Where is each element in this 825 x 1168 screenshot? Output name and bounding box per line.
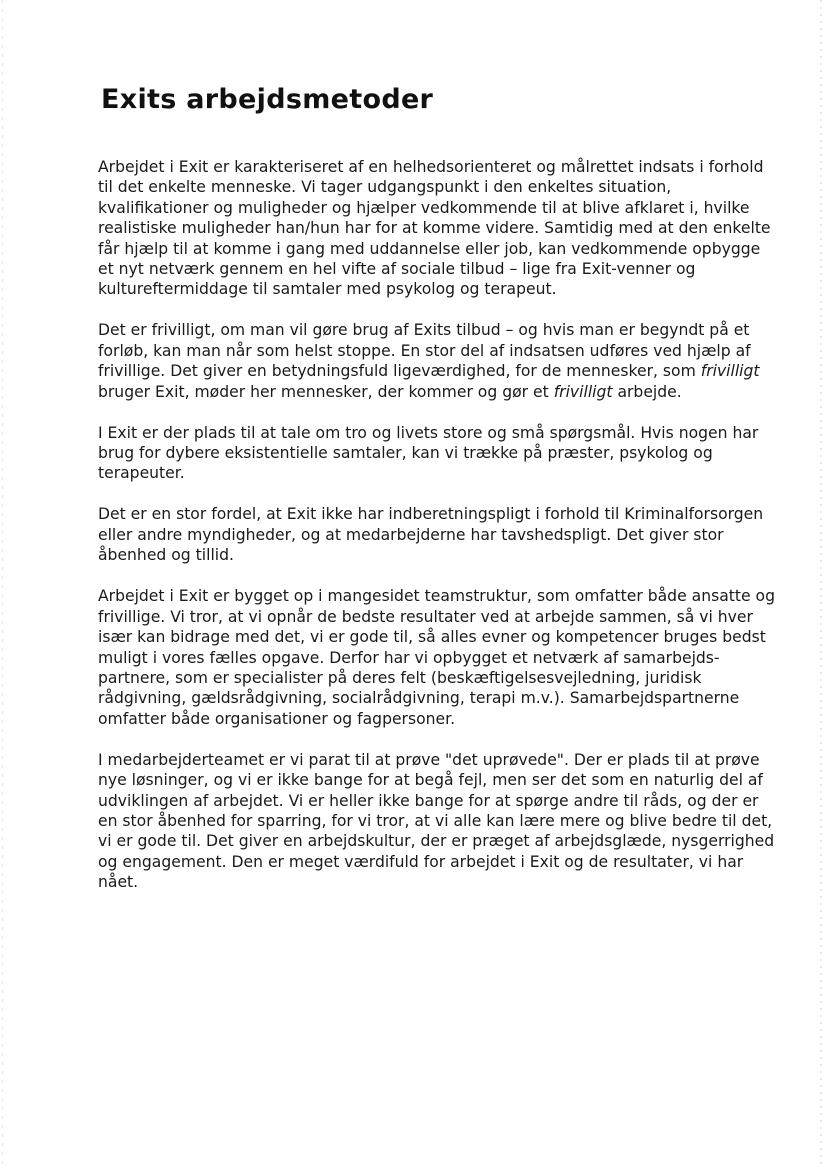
text-segment: Arbejdet i Exit er karakteriseret af en helhedsorienteret og målrettet indsats i forhold [98, 158, 764, 176]
text-segment: får hjælp til at komme i gang med uddannelse eller job, kan vedkommende opbygge [98, 239, 761, 258]
text-segment: omfatter både organisationer og fagpersoner. [98, 709, 456, 728]
text-segment: Arbejdet i Exit er bygget op i mangesidet teamstruktur, som omfatter både ansatte og [98, 587, 775, 606]
text-line [98, 688, 770, 708]
text-line [98, 198, 770, 218]
text-line [98, 852, 770, 872]
text-segment: frivillige. Vi tror, at vi opnår de bedste resultater ved at arbejde sammen, så vi hver [98, 607, 753, 626]
text-line [98, 177, 770, 197]
text-segment: bruger Exit, møder her mennesker, der kommer og gør et [98, 382, 554, 401]
text-segment: Det er frivilligt, om man vil gøre brug af Exits tilbud – og hvis man er begyndt på et [98, 321, 750, 340]
text-line [98, 525, 770, 545]
paragraph [98, 423, 770, 484]
text-line [98, 627, 770, 647]
text-line [98, 341, 770, 361]
text-line [98, 279, 770, 299]
text-segment: kvalifikationer og muligheder og hjælper vedkommende til at blive afklaret i, hvilke [98, 198, 750, 217]
text-segment: muligt i vores fælles opgave. Derfor har vi opbygget et netværk af samarbejds- [98, 648, 720, 667]
text-segment: I medarbejderteamet er vi parat til at prøve "det uprøvede". Der er plads til at prøve [98, 750, 760, 769]
text-segment: realistiske muligheder han/hun har for at komme videre. Samtidig med at den enkelte [98, 219, 771, 238]
text-line [98, 423, 770, 443]
paragraph [98, 586, 775, 729]
text-segment: og engagement. Den er meget værdifuld for arbejdet i Exit og de resultater, vi har [98, 852, 744, 871]
text-line [98, 607, 770, 627]
text-line [98, 239, 770, 259]
text-line [98, 648, 770, 668]
text-segment: I Exit er der plads til at tale om tro og livets store og små spørgsmål. Hvis nogen har [98, 423, 759, 442]
text-segment: udviklingen af arbejdet. Vi er heller ikke bange for at spørge andre til råds, og der er [98, 791, 759, 810]
text-line [98, 361, 770, 381]
text-segment: forløb, kan man når som helst stoppe. En stor del af indsatsen udføres ved hjælp af [98, 341, 751, 360]
text-line [98, 709, 770, 729]
text-line [98, 668, 770, 688]
scan-edge-left [2, 0, 3, 1168]
text-segment: nye løsninger, og vi er ikke bange for at begå fejl, men ser det som en naturlig del af [98, 771, 763, 790]
text-segment: vi er gode til. Det giver en arbejdskultur, der er præget af arbejdsglæde, nysgerrighed [98, 832, 775, 851]
text-segment: terapeuter. [98, 464, 185, 483]
text-segment: et nyt netværk gennem en hel vifte af sociale tilbud – lige fra Exit-venner og [98, 260, 696, 279]
text-line [98, 811, 773, 831]
text-line [98, 770, 770, 790]
text-segment: partnere, som er specialister på deres felt (beskæftigelsesvejledning, juridisk [98, 668, 702, 687]
paragraph [98, 504, 770, 565]
text-line [98, 545, 770, 565]
paragraph [98, 320, 770, 402]
text-segment: til det enkelte menneske. Vi tager udgangspunkt i den enkeltes situation, [98, 178, 672, 197]
text-line [98, 872, 770, 892]
text-segment: åbenhed og tillid. [98, 546, 234, 565]
text-segment: kultureftermiddage til samtaler med psykolog og terapeut. [98, 280, 557, 299]
text-line [98, 463, 770, 483]
italic-text: frivilligt [700, 362, 760, 381]
text-line [98, 320, 770, 340]
text-segment: eller andre myndigheder, og at medarbejderne har tavshedspligt. Det giver stor [98, 525, 724, 544]
text-segment: Det er en stor fordel, at Exit ikke har indberetningspligt i forhold til Kriminalforsorgen [98, 505, 764, 524]
document-title: Exits arbejdsmetoder [101, 84, 434, 115]
text-line [98, 259, 770, 279]
paragraph [98, 157, 770, 300]
text-segment: nået. [98, 873, 139, 892]
paragraph [98, 750, 775, 893]
text-segment: arbejde. [612, 382, 682, 401]
text-line [98, 157, 770, 177]
text-line [98, 750, 770, 770]
text-segment: en stor åbenhed for sparring, for vi tror, at vi alle kan lære mere og blive bedre til det, [98, 811, 773, 830]
text-line [98, 504, 770, 524]
text-line [98, 218, 770, 238]
text-line [98, 382, 770, 402]
italic-text: frivilligt [553, 382, 613, 401]
text-line [98, 831, 775, 851]
text-line [98, 586, 775, 606]
text-segment: brug for dybere eksistentielle samtaler, kan vi trække på præster, psykolog og [98, 444, 713, 463]
text-segment: rådgivning, gældsrådgivning, socialrådgivning, terapi m.v.). Samarbejdspartnerne [98, 689, 740, 708]
text-segment: især kan bidrage med det, vi er gode til, så alles evner og kompetencer bruges bedst [98, 628, 766, 647]
document-body [98, 157, 775, 913]
scan-edge-right [820, 0, 822, 1168]
text-line [98, 791, 770, 811]
text-segment: frivillige. Det giver en betydningsfuld ligeværdighed, for de mennesker, som [98, 362, 701, 381]
text-line [98, 443, 770, 463]
